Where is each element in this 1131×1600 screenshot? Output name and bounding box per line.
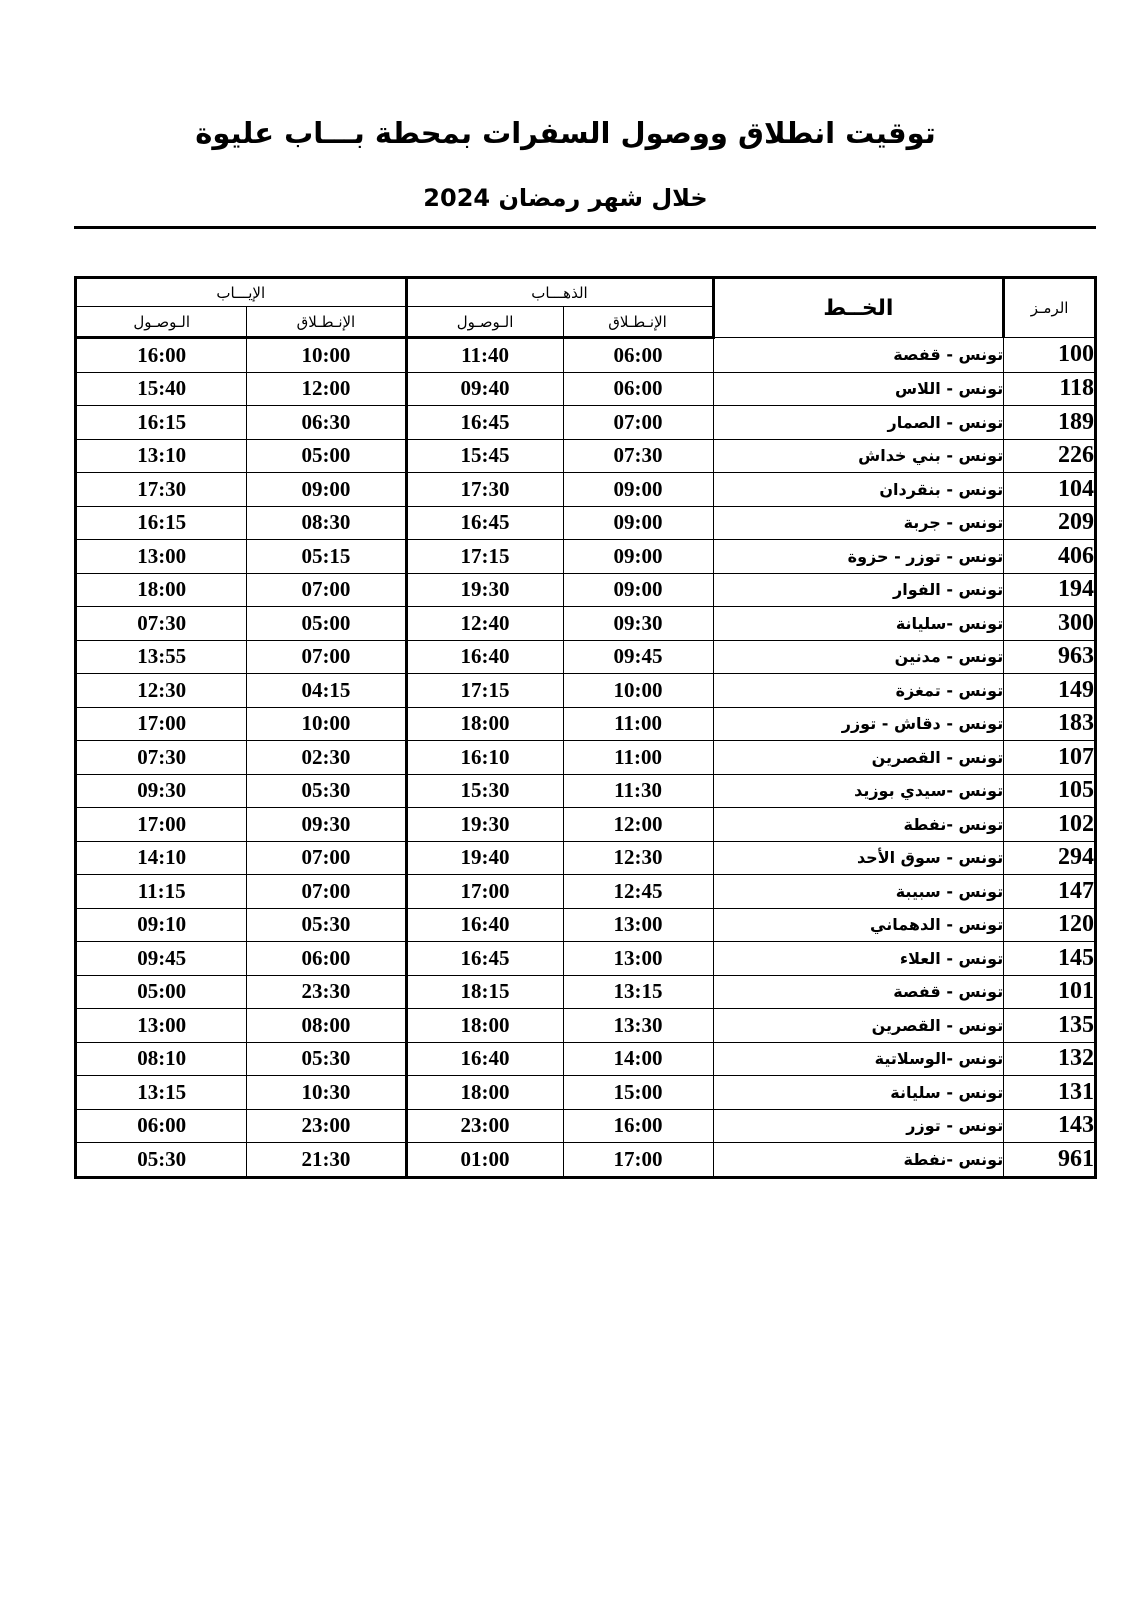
table-row (76, 1143, 1096, 1178)
cell-return-departure: 05:30 (247, 908, 406, 942)
cell-outbound-departure: 12:00 (563, 808, 713, 842)
cell-return-arrival: 11:15 (76, 875, 247, 909)
cell-code: 105 (1004, 774, 1096, 808)
cell-outbound-arrival: 16:45 (406, 942, 563, 976)
cell-line: تونس - سليانة (713, 1076, 1004, 1110)
table-row (76, 1109, 1096, 1143)
header-return-departure: الإنـطـلاق (247, 307, 406, 338)
table-row (76, 875, 1096, 909)
cell-code: 102 (1004, 808, 1096, 842)
cell-return-arrival: 07:30 (76, 607, 247, 641)
cell-return-departure: 10:30 (247, 1076, 406, 1110)
cell-return-departure: 23:30 (247, 975, 406, 1009)
cell-return-arrival: 07:30 (76, 741, 247, 775)
table-row (76, 473, 1096, 507)
cell-line: تونس -الوسلاتية (713, 1042, 1004, 1076)
cell-return-departure: 04:15 (247, 674, 406, 708)
cell-outbound-departure: 13:15 (563, 975, 713, 1009)
cell-code: 294 (1004, 841, 1096, 875)
cell-return-departure: 02:30 (247, 741, 406, 775)
cell-return-departure: 10:00 (247, 338, 406, 373)
cell-outbound-departure: 11:30 (563, 774, 713, 808)
cell-outbound-departure: 11:00 (563, 707, 713, 741)
schedule-table (74, 276, 1097, 1179)
cell-outbound-arrival: 17:30 (406, 473, 563, 507)
cell-line: تونس - مدنين (713, 640, 1004, 674)
header-return-arrival: الـوصـول (76, 307, 247, 338)
cell-line: تونس - اللاس (713, 372, 1004, 406)
cell-outbound-departure: 09:30 (563, 607, 713, 641)
cell-code: 135 (1004, 1009, 1096, 1043)
cell-outbound-departure: 13:30 (563, 1009, 713, 1043)
cell-line: تونس - بني خداش (713, 439, 1004, 473)
table-row (76, 406, 1096, 440)
table-row (76, 1042, 1096, 1076)
cell-return-departure: 09:00 (247, 473, 406, 507)
cell-outbound-arrival: 15:30 (406, 774, 563, 808)
cell-code: 149 (1004, 674, 1096, 708)
cell-return-departure: 06:00 (247, 942, 406, 976)
cell-return-departure: 21:30 (247, 1143, 406, 1178)
cell-code: 226 (1004, 439, 1096, 473)
cell-return-departure: 07:00 (247, 573, 406, 607)
title-divider (74, 226, 1096, 229)
cell-outbound-arrival: 16:45 (406, 506, 563, 540)
cell-outbound-departure: 07:30 (563, 439, 713, 473)
cell-outbound-departure: 07:00 (563, 406, 713, 440)
cell-return-arrival: 15:40 (76, 372, 247, 406)
cell-code: 100 (1004, 338, 1096, 373)
cell-outbound-departure: 16:00 (563, 1109, 713, 1143)
cell-outbound-departure: 14:00 (563, 1042, 713, 1076)
cell-code: 101 (1004, 975, 1096, 1009)
cell-line: تونس - جربة (713, 506, 1004, 540)
cell-line: تونس - بنقردان (713, 473, 1004, 507)
table-row (76, 640, 1096, 674)
cell-return-arrival: 14:10 (76, 841, 247, 875)
cell-outbound-departure: 13:00 (563, 908, 713, 942)
cell-return-arrival: 09:10 (76, 908, 247, 942)
table-row (76, 774, 1096, 808)
cell-code: 120 (1004, 908, 1096, 942)
cell-line: تونس - قفصة (713, 975, 1004, 1009)
header-outbound-arrival: الـوصـول (406, 307, 563, 338)
header-line: الخــط (713, 278, 1004, 338)
cell-return-departure: 06:30 (247, 406, 406, 440)
table-row (76, 808, 1096, 842)
table-row (76, 338, 1096, 373)
cell-code: 118 (1004, 372, 1096, 406)
cell-outbound-arrival: 18:15 (406, 975, 563, 1009)
table-row (76, 439, 1096, 473)
cell-outbound-departure: 09:00 (563, 506, 713, 540)
cell-code: 107 (1004, 741, 1096, 775)
cell-line: تونس -سيدي بوزيد (713, 774, 1004, 808)
cell-outbound-arrival: 16:10 (406, 741, 563, 775)
cell-return-arrival: 13:55 (76, 640, 247, 674)
cell-code: 143 (1004, 1109, 1096, 1143)
cell-outbound-departure: 09:00 (563, 573, 713, 607)
table-row (76, 707, 1096, 741)
table-row (76, 908, 1096, 942)
cell-code: 147 (1004, 875, 1096, 909)
cell-return-arrival: 06:00 (76, 1109, 247, 1143)
schedule-rows (76, 338, 1096, 1178)
cell-return-departure: 23:00 (247, 1109, 406, 1143)
table-row (76, 1076, 1096, 1110)
header-outbound-departure: الإنـطـلاق (563, 307, 713, 338)
cell-code: 963 (1004, 640, 1096, 674)
cell-code: 194 (1004, 573, 1096, 607)
cell-line: تونس - القصرين (713, 741, 1004, 775)
cell-outbound-departure: 09:00 (563, 473, 713, 507)
cell-line: تونس -سليانة (713, 607, 1004, 641)
cell-return-arrival: 13:15 (76, 1076, 247, 1110)
table-row (76, 573, 1096, 607)
cell-outbound-arrival: 16:45 (406, 406, 563, 440)
cell-outbound-arrival: 18:00 (406, 707, 563, 741)
cell-outbound-departure: 11:00 (563, 741, 713, 775)
cell-outbound-arrival: 19:30 (406, 808, 563, 842)
cell-outbound-departure: 12:45 (563, 875, 713, 909)
cell-outbound-departure: 06:00 (563, 338, 713, 373)
cell-outbound-arrival: 18:00 (406, 1076, 563, 1110)
table-row (76, 942, 1096, 976)
table-row (76, 674, 1096, 708)
cell-outbound-departure: 06:00 (563, 372, 713, 406)
cell-return-departure: 05:30 (247, 774, 406, 808)
header-code: الرمـز (1004, 278, 1096, 338)
cell-line: تونس - سوق الأحد (713, 841, 1004, 875)
cell-return-arrival: 13:00 (76, 540, 247, 574)
cell-outbound-departure: 09:45 (563, 640, 713, 674)
cell-line: تونس - قفصة (713, 338, 1004, 373)
cell-return-departure: 08:00 (247, 1009, 406, 1043)
cell-return-departure: 05:15 (247, 540, 406, 574)
cell-return-arrival: 16:15 (76, 406, 247, 440)
cell-return-arrival: 18:00 (76, 573, 247, 607)
cell-outbound-arrival: 19:40 (406, 841, 563, 875)
table-row (76, 372, 1096, 406)
cell-return-departure: 05:30 (247, 1042, 406, 1076)
cell-outbound-arrival: 16:40 (406, 908, 563, 942)
cell-return-departure: 07:00 (247, 640, 406, 674)
cell-return-arrival: 05:30 (76, 1143, 247, 1178)
cell-return-arrival: 13:10 (76, 439, 247, 473)
cell-outbound-departure: 09:00 (563, 540, 713, 574)
cell-return-arrival: 16:15 (76, 506, 247, 540)
cell-return-departure: 08:30 (247, 506, 406, 540)
cell-outbound-departure: 10:00 (563, 674, 713, 708)
cell-outbound-arrival: 23:00 (406, 1109, 563, 1143)
cell-line: تونس - تمغزة (713, 674, 1004, 708)
cell-outbound-arrival: 12:40 (406, 607, 563, 641)
cell-return-departure: 05:00 (247, 607, 406, 641)
cell-return-departure: 07:00 (247, 875, 406, 909)
cell-outbound-departure: 12:30 (563, 841, 713, 875)
table-row (76, 841, 1096, 875)
table-row (76, 540, 1096, 574)
cell-return-arrival: 08:10 (76, 1042, 247, 1076)
header-return: الإيـــاب (76, 278, 407, 307)
cell-return-departure: 09:30 (247, 808, 406, 842)
cell-return-arrival: 09:45 (76, 942, 247, 976)
cell-return-arrival: 09:30 (76, 774, 247, 808)
cell-line: تونس -نفطة (713, 1143, 1004, 1178)
table-row (76, 975, 1096, 1009)
table-row (76, 607, 1096, 641)
cell-outbound-departure: 15:00 (563, 1076, 713, 1110)
cell-outbound-arrival: 17:15 (406, 540, 563, 574)
cell-code: 300 (1004, 607, 1096, 641)
page-subtitle: خلال شهر رمضان 2024 (423, 184, 708, 212)
cell-line: تونس - العلاء (713, 942, 1004, 976)
cell-line: تونس - دقاش - توزر (713, 707, 1004, 741)
cell-return-arrival: 17:30 (76, 473, 247, 507)
table-row (76, 741, 1096, 775)
cell-code: 189 (1004, 406, 1096, 440)
cell-return-arrival: 16:00 (76, 338, 247, 373)
cell-outbound-arrival: 15:45 (406, 439, 563, 473)
cell-return-departure: 05:00 (247, 439, 406, 473)
cell-code: 145 (1004, 942, 1096, 976)
cell-code: 961 (1004, 1143, 1096, 1178)
cell-line: تونس - توزر (713, 1109, 1004, 1143)
cell-outbound-departure: 17:00 (563, 1143, 713, 1178)
cell-outbound-arrival: 16:40 (406, 1042, 563, 1076)
cell-return-arrival: 05:00 (76, 975, 247, 1009)
cell-code: 183 (1004, 707, 1096, 741)
header-outbound: الذهـــاب (406, 278, 713, 307)
cell-line: تونس - سبيبة (713, 875, 1004, 909)
cell-code: 406 (1004, 540, 1096, 574)
cell-code: 132 (1004, 1042, 1096, 1076)
cell-return-arrival: 17:00 (76, 808, 247, 842)
cell-return-departure: 07:00 (247, 841, 406, 875)
cell-line: تونس - توزر - حزوة (713, 540, 1004, 574)
cell-code: 131 (1004, 1076, 1096, 1110)
page-title: توقيت انطلاق ووصول السفرات بمحطة بـــاب عليوة (195, 116, 936, 150)
table-row (76, 1009, 1096, 1043)
cell-outbound-arrival: 01:00 (406, 1143, 563, 1178)
cell-outbound-arrival: 17:15 (406, 674, 563, 708)
cell-line: تونس -نفطة (713, 808, 1004, 842)
cell-return-departure: 10:00 (247, 707, 406, 741)
cell-return-arrival: 13:00 (76, 1009, 247, 1043)
cell-outbound-departure: 13:00 (563, 942, 713, 976)
cell-outbound-arrival: 16:40 (406, 640, 563, 674)
cell-outbound-arrival: 18:00 (406, 1009, 563, 1043)
cell-outbound-arrival: 09:40 (406, 372, 563, 406)
cell-outbound-arrival: 11:40 (406, 338, 563, 373)
cell-outbound-arrival: 19:30 (406, 573, 563, 607)
cell-line: تونس - الصمار (713, 406, 1004, 440)
cell-outbound-arrival: 17:00 (406, 875, 563, 909)
cell-return-departure: 12:00 (247, 372, 406, 406)
cell-line: تونس - القصرين (713, 1009, 1004, 1043)
cell-code: 209 (1004, 506, 1096, 540)
cell-line: تونس - الدهماني (713, 908, 1004, 942)
cell-line: تونس - الفوار (713, 573, 1004, 607)
cell-return-arrival: 12:30 (76, 674, 247, 708)
table-row (76, 506, 1096, 540)
cell-return-arrival: 17:00 (76, 707, 247, 741)
cell-code: 104 (1004, 473, 1096, 507)
